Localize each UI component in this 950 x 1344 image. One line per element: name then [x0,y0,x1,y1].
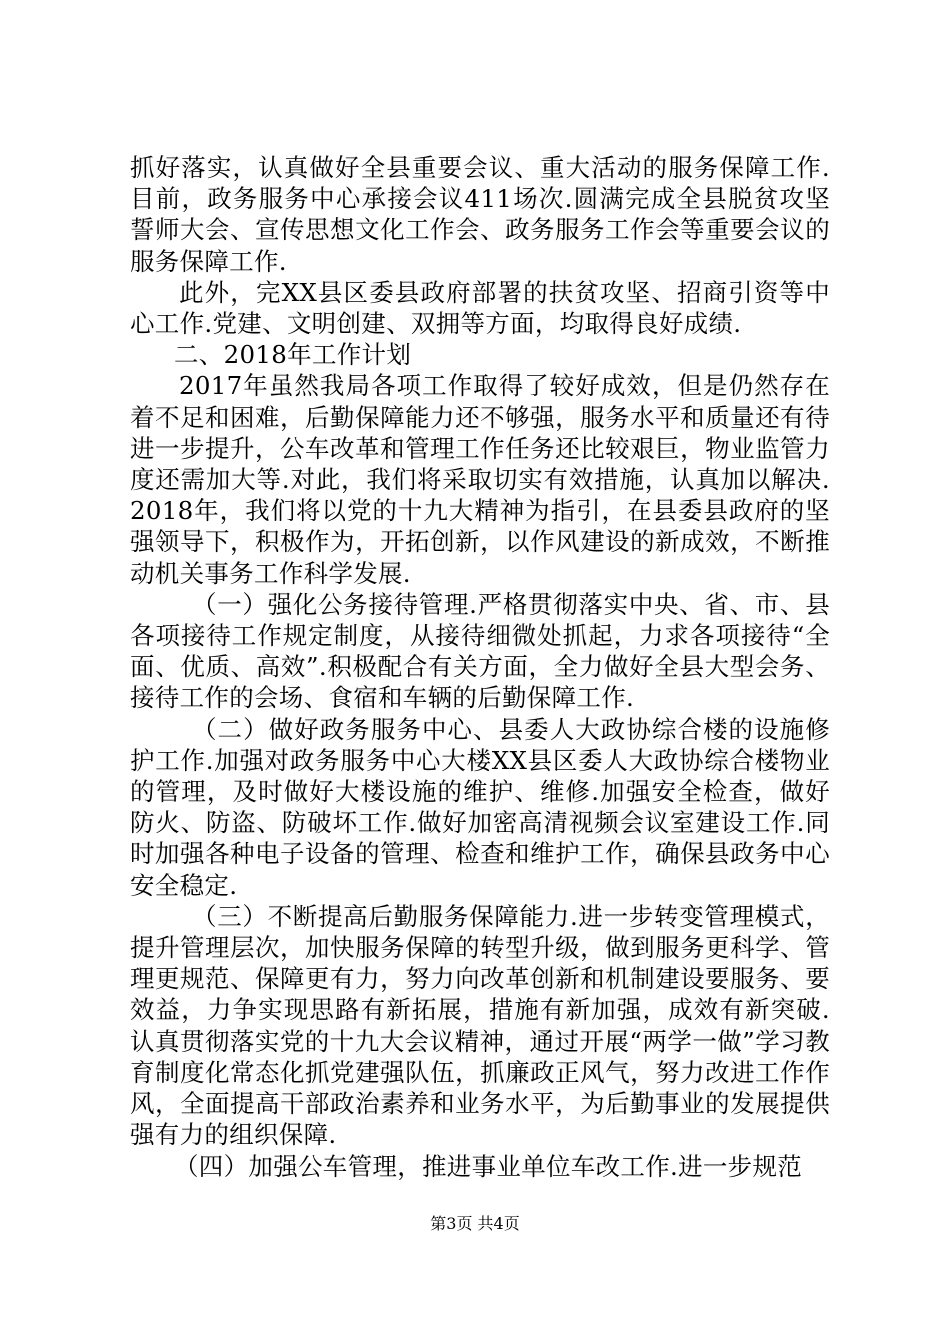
paragraph-item-3: （三）不断提高后勤服务保障能力.进一步转变管理模式，提升管理层次，加快服务保障的转型升级，做到服务更科学、管理更规范、保障更有力，努力向改革创新和机制建设要服务、要效益，力争实现思路有新拓展，措施有新加强，成效有新突破.认真贯彻落实党的十九大会议精神，通过开展“两学一做”学习教育制度化常态化抓党建强队伍，抓廉政正风气，努力改进工作作风，全面提高干部政治素养和业务水平，为后勤事业的发展提供强有力的组织保障. [130,901,830,1150]
paragraph-item-2: （二）做好政务服务中心、县委人大政协综合楼的设施修护工作.加强对政务服务中心大楼XX县区委人大政协综合楼物业的管理，及时做好大楼设施的维护、维修.加强安全检查，做好防火、防盗、防破坏工作.做好加密高清视频会议室建设工作.同时加强各种电子设备的管理、检查和维护工作，确保县政务中心安全稳定. [130,714,830,900]
page-footer: 第3页 共4页 [430,1214,520,1233]
paragraph-3: 2017年虽然我局各项工作取得了较好成效，但是仍然存在着不足和困难，后勤保障能力还不够强，服务水平和质量还有待进一步提升，公车改革和管理工作任务还比较艰巨，物业监管力度还需加大等.对此，我们将采取切实有效措施，认真加以解决.2018年，我们将以党的十九大精神为指引，在县委县政府的坚强领导下，积极作为，开拓创新，以作风建设的新成效，不断推动机关事务工作科学发展. [130,371,830,588]
document-body [130,152,830,1182]
paragraph-1: 抓好落实，认真做好全县重要会议、重大活动的服务保障工作.目前，政务服务中心承接会议411场次.圆满完成全县脱贫攻坚誓师大会、宣传思想文化工作会、政务服务工作会等重要会议的服务保障工作. [130,153,830,276]
paragraph-item-4: （四）加强公车管理，推进事业单位车改工作.进一步规范 [174,1151,803,1181]
section-heading: 二、2018年工作计划 [174,340,412,370]
paragraph-2: 此外，完XX县区委县政府部署的扶贫攻坚、招商引资等中心工作.党建、文明创建、双拥等方面，均取得良好成绩. [130,277,830,339]
paragraph-item-1: （一）强化公务接待管理.严格贯彻落实中央、省、市、县各项接待工作规定制度，从接待细微处抓起，力求各项接待“全面、优质、高效”.积极配合有关方面，全力做好全县大型会务、接待工作的会场、食宿和车辆的后勤保障工作. [130,589,831,713]
